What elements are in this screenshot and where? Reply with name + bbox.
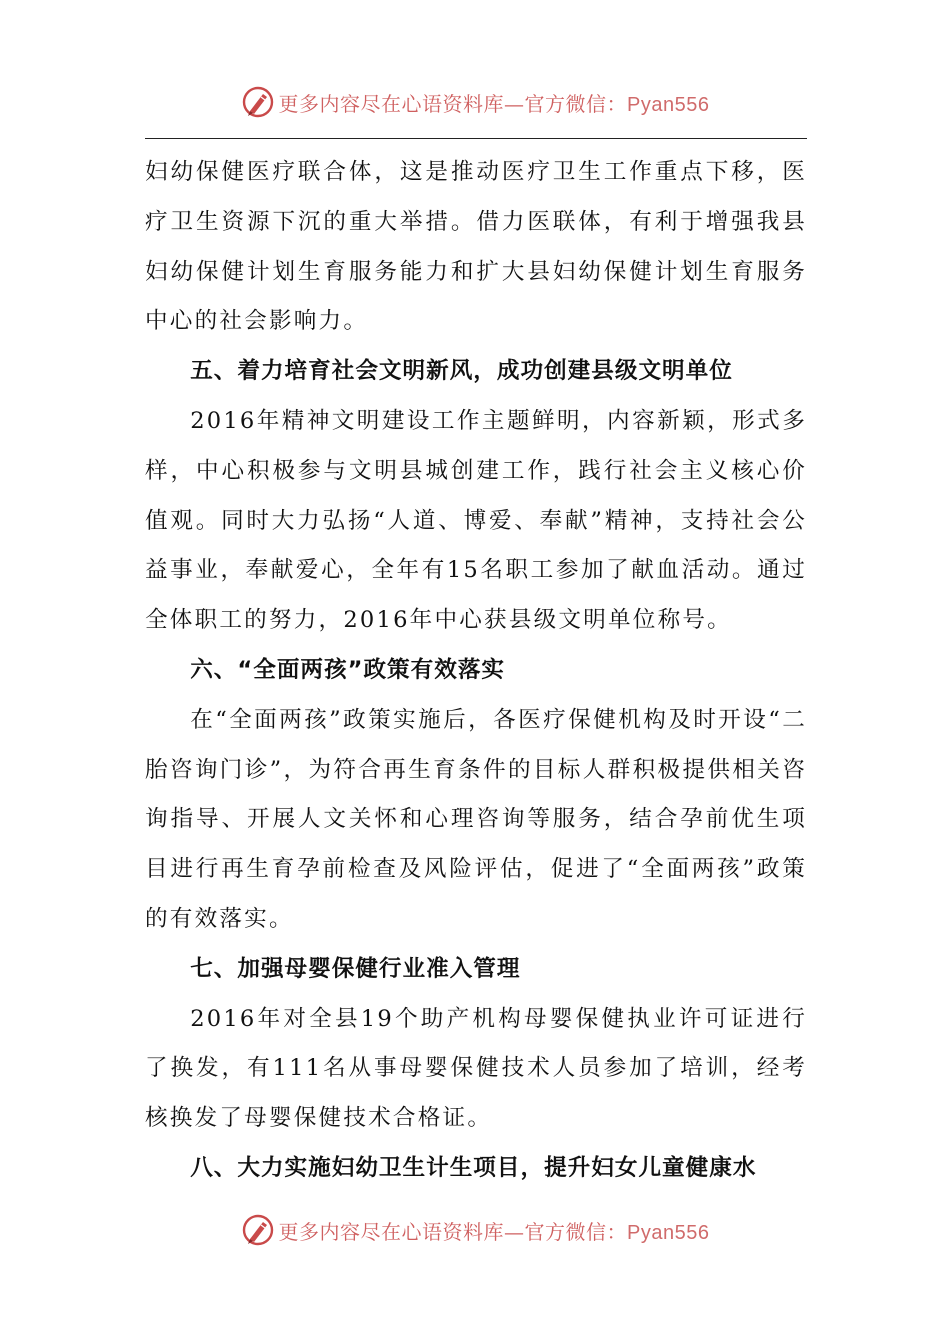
- section-heading-6: 六、“全面两孩”政策有效落实: [190, 656, 506, 683]
- watermark-text: 更多内容尽在心语资料库—官方微信：Pyan556: [278, 91, 710, 116]
- wechat-id: Pyan556: [627, 93, 710, 116]
- section-heading-8: 八、大力实施妇幼卫生计生项目，提升妇女儿童健康水: [190, 1154, 757, 1181]
- section-body-7: 2016年对全县19个助产机构母婴保健执业许可证进行了换发，有111名从事母婴保健技术人员参加了培训，经考核换发了母婴保健技术合格证。: [145, 1005, 807, 1132]
- footer-watermark: [0, 1212, 950, 1248]
- section-heading-7: 七、加强母婴保健行业准入管理: [190, 955, 521, 982]
- pen-logo-icon: [241, 1213, 275, 1247]
- section-heading-5: 五、着力培育社会文明新风，成功创建县级文明单位: [190, 358, 733, 385]
- pen-logo-icon: [241, 85, 275, 119]
- header-watermark: [0, 84, 950, 120]
- header-divider: [145, 138, 807, 139]
- document-body: [145, 148, 807, 1194]
- section-body-5: 2016年精神文明建设工作主题鲜明，内容新颖，形式多样，中心积极参与文明县城创建工作，践行社会主义核心价值观。同时大力弘扬“人道、博爱、奉献”精神，支持社会公益事业，奉献爱心，全年有15名职工参加了献血活动。通过全体职工的努力，2016年中心获县级文明单位称号。: [145, 407, 807, 634]
- section-body-6: 在“全面两孩”政策实施后，各医疗保健机构及时开设“二胎咨询门诊”，为符合再生育条件的目标人群积极提供相关咨询指导、开展人文关怀和心理咨询等服务，结合孕前优生项目进行再生育孕前检查及风险评估，促进了“全面两孩”政策的有效落实。: [145, 706, 807, 932]
- continuation-paragraph: 妇幼保健医疗联合体，这是推动医疗卫生工作重点下移，医疗卫生资源下沉的重大举措。借力医联体，有利于增强我县妇幼保健计划生育服务能力和扩大县妇幼保健计划生育服务中心的社会影响力。: [145, 159, 807, 335]
- wechat-id: Pyan556: [627, 1221, 710, 1244]
- watermark-text: 更多内容尽在心语资料库—官方微信：Pyan556: [278, 1219, 710, 1244]
